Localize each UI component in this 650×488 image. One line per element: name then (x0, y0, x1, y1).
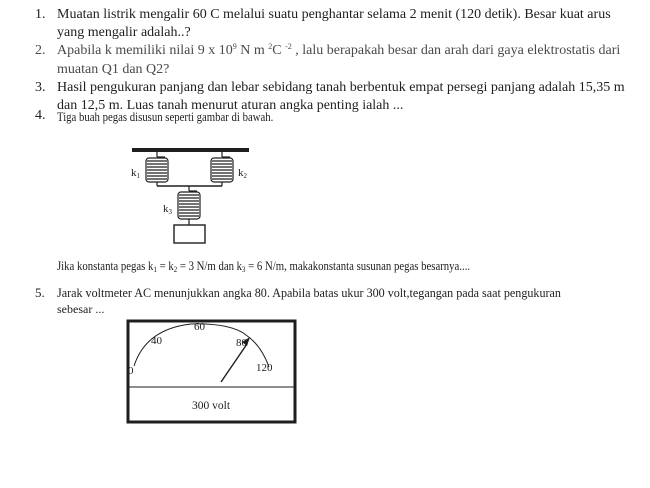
range-label: 300 volt (192, 400, 231, 412)
spring-k1 (146, 152, 168, 186)
scale-label-60: 60 (194, 321, 205, 333)
followup-part-3: = 3 N/m dan k (177, 259, 243, 273)
ceiling-bar (132, 148, 249, 152)
spring-k3 (178, 186, 200, 225)
question-1-text-line-2: yang mengalir adalah..? (57, 25, 191, 40)
subscript-2: 2 (173, 265, 178, 274)
scale-label-80: 80 (236, 337, 247, 349)
question-4-text: Tiga buah pegas disusun seperti gambar di bawah. (57, 110, 274, 124)
question-2-number: 2. (35, 43, 46, 58)
question-4-number: 4. (35, 108, 46, 123)
question-1-text-line-1: Muatan listrik mengalir 60 C melalui suatu penghantar selama 2 menit (120 detik). Besar kuat arus (57, 7, 611, 22)
subscript-3: 3 (242, 265, 246, 274)
followup-part-4: = 6 N/m, makakonstanta susunan pegas besarnya.... (245, 259, 471, 273)
unit-c: C (272, 43, 286, 58)
question-5-text-line-2: sebesar ... (57, 302, 105, 316)
label-k3: k3 (163, 203, 172, 216)
exponent-9: 9 (232, 42, 237, 51)
subscript-1: 1 (153, 265, 157, 274)
unit-nm: N m (236, 43, 269, 58)
followup-part-2: = k (156, 259, 174, 273)
label-k1: k1 (131, 167, 140, 180)
question-2-text-prefix: Apabila k memiliki nilai 9 x 10 (57, 43, 233, 58)
exponent-2: 2 (268, 42, 273, 51)
question-2-text-line-1 (57, 43, 620, 59)
question-1-number: 1. (35, 7, 46, 22)
followup-part-1: Jika konstanta pegas k (57, 259, 154, 273)
question-3-text-line-2: dan 12,5 m. Luas tanah menurut aturan angka penting ialah ... (57, 98, 404, 113)
scale-label-40: 40 (151, 335, 162, 347)
spring-diagram (125, 140, 255, 250)
label-k2: k2 (238, 167, 247, 180)
spring-k2 (211, 152, 233, 186)
question-2-text-line-2: muatan Q1 dan Q2? (57, 62, 170, 77)
question-3-number: 3. (35, 80, 46, 95)
scale-label-0: 0 (128, 365, 134, 377)
mass-block (174, 225, 205, 243)
question-5-text-line-1: Jarak voltmeter AC menunjukkan angka 80. Apabila batas ukur 300 volt,tegangan pada saat pengukuran (57, 285, 561, 300)
question-2-text-suffix: , lalu berapakah besar dan arah dari gaya elektrostatis dari (291, 43, 621, 58)
question-5-number: 5. (35, 285, 45, 300)
question-3-text-line-1: Hasil pengukuran panjang dan lebar sebidang tanah berbentuk empat persegi panjang adalah 15,35 m (57, 80, 625, 95)
voltmeter-diagram (126, 319, 298, 425)
question-4-followup (57, 258, 470, 274)
exponent-minus-2: -2 (285, 42, 292, 51)
scale-label-120: 120 (256, 362, 273, 374)
